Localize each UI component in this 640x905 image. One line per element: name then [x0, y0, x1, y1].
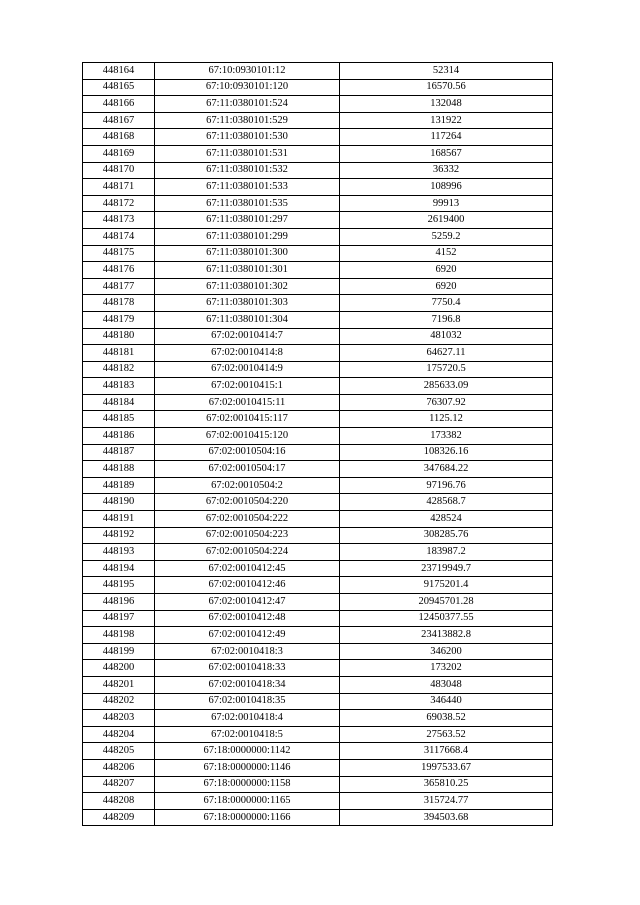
cadastral-number-cell: 67:02:0010414:9	[155, 361, 340, 378]
row-number-cell: 448190	[83, 494, 155, 511]
table-row	[83, 129, 553, 146]
value-cell: 183987.2	[340, 544, 553, 561]
cadastral-number-cell: 67:10:0930101:12	[155, 63, 340, 80]
table-row	[83, 262, 553, 279]
value-cell: 483048	[340, 676, 553, 693]
table-row	[83, 394, 553, 411]
value-cell: 27563.52	[340, 726, 553, 743]
table-row	[83, 544, 553, 561]
row-number-cell: 448194	[83, 560, 155, 577]
table-row	[83, 676, 553, 693]
value-cell: 76307.92	[340, 394, 553, 411]
value-cell: 6920	[340, 262, 553, 279]
cadastral-number-cell: 67:02:0010415:117	[155, 411, 340, 428]
value-cell: 6920	[340, 278, 553, 295]
value-cell: 99913	[340, 195, 553, 212]
value-cell: 394503.68	[340, 809, 553, 826]
value-cell: 2619400	[340, 212, 553, 229]
cadastral-number-cell: 67:02:0010418:3	[155, 643, 340, 660]
cadastral-number-cell: 67:11:0380101:529	[155, 112, 340, 129]
table-row	[83, 444, 553, 461]
table-row	[83, 278, 553, 295]
row-number-cell: 448177	[83, 278, 155, 295]
row-number-cell: 448185	[83, 411, 155, 428]
value-cell: 173202	[340, 660, 553, 677]
value-cell: 12450377.55	[340, 610, 553, 627]
row-number-cell: 448203	[83, 710, 155, 727]
row-number-cell: 448165	[83, 79, 155, 96]
value-cell: 428524	[340, 511, 553, 528]
cadastral-number-cell: 67:11:0380101:299	[155, 228, 340, 245]
row-number-cell: 448193	[83, 544, 155, 561]
cadastral-number-cell: 67:11:0380101:300	[155, 245, 340, 262]
row-number-cell: 448191	[83, 511, 155, 528]
cadastral-number-cell: 67:02:0010504:220	[155, 494, 340, 511]
value-cell: 52314	[340, 63, 553, 80]
cadastral-value-table	[82, 62, 553, 826]
value-cell: 16570.56	[340, 79, 553, 96]
table-body	[83, 63, 553, 826]
table-row	[83, 328, 553, 345]
value-cell: 481032	[340, 328, 553, 345]
value-cell: 132048	[340, 96, 553, 113]
table-row	[83, 726, 553, 743]
value-cell: 5259.2	[340, 228, 553, 245]
table-row	[83, 594, 553, 611]
table-row	[83, 378, 553, 395]
row-number-cell: 448183	[83, 378, 155, 395]
cadastral-number-cell: 67:02:0010504:16	[155, 444, 340, 461]
table-row	[83, 776, 553, 793]
cadastral-number-cell: 67:02:0010412:47	[155, 594, 340, 611]
row-number-cell: 448187	[83, 444, 155, 461]
value-cell: 7196.8	[340, 311, 553, 328]
table-row	[83, 112, 553, 129]
cadastral-number-cell: 67:02:0010504:17	[155, 461, 340, 478]
row-number-cell: 448182	[83, 361, 155, 378]
table-row	[83, 477, 553, 494]
row-number-cell: 448171	[83, 179, 155, 196]
cadastral-number-cell: 67:02:0010504:223	[155, 527, 340, 544]
table-row	[83, 245, 553, 262]
cadastral-number-cell: 67:18:0000000:1146	[155, 759, 340, 776]
row-number-cell: 448200	[83, 660, 155, 677]
table-row	[83, 212, 553, 229]
cadastral-number-cell: 67:02:0010504:224	[155, 544, 340, 561]
cadastral-number-cell: 67:18:0000000:1165	[155, 793, 340, 810]
row-number-cell: 448166	[83, 96, 155, 113]
row-number-cell: 448204	[83, 726, 155, 743]
row-number-cell: 448192	[83, 527, 155, 544]
cadastral-number-cell: 67:11:0380101:524	[155, 96, 340, 113]
table-row	[83, 461, 553, 478]
value-cell: 69038.52	[340, 710, 553, 727]
cadastral-number-cell: 67:02:0010412:49	[155, 627, 340, 644]
table-row	[83, 295, 553, 312]
value-cell: 346200	[340, 643, 553, 660]
table-row	[83, 411, 553, 428]
cadastral-number-cell: 67:02:0010412:46	[155, 577, 340, 594]
cadastral-number-cell: 67:18:0000000:1166	[155, 809, 340, 826]
cadastral-number-cell: 67:10:0930101:120	[155, 79, 340, 96]
cadastral-number-cell: 67:11:0380101:532	[155, 162, 340, 179]
value-cell: 23413882.8	[340, 627, 553, 644]
value-cell: 173382	[340, 428, 553, 445]
table-row	[83, 610, 553, 627]
cadastral-number-cell: 67:02:0010415:11	[155, 394, 340, 411]
row-number-cell: 448170	[83, 162, 155, 179]
row-number-cell: 448179	[83, 311, 155, 328]
cadastral-number-cell: 67:11:0380101:531	[155, 145, 340, 162]
cadastral-number-cell: 67:11:0380101:530	[155, 129, 340, 146]
value-cell: 1997533.67	[340, 759, 553, 776]
value-cell: 346440	[340, 693, 553, 710]
row-number-cell: 448201	[83, 676, 155, 693]
row-number-cell: 448164	[83, 63, 155, 80]
row-number-cell: 448209	[83, 809, 155, 826]
row-number-cell: 448199	[83, 643, 155, 660]
table-row	[83, 660, 553, 677]
table-row	[83, 560, 553, 577]
value-cell: 108326.16	[340, 444, 553, 461]
table-row	[83, 511, 553, 528]
value-cell: 168567	[340, 145, 553, 162]
value-cell: 347684.22	[340, 461, 553, 478]
value-cell: 3117668.4	[340, 743, 553, 760]
cadastral-number-cell: 67:18:0000000:1142	[155, 743, 340, 760]
table-row	[83, 311, 553, 328]
cadastral-number-cell: 67:02:0010418:33	[155, 660, 340, 677]
value-cell: 131922	[340, 112, 553, 129]
cadastral-number-cell: 67:02:0010414:8	[155, 345, 340, 362]
table-row	[83, 527, 553, 544]
cadastral-number-cell: 67:11:0380101:303	[155, 295, 340, 312]
value-cell: 4152	[340, 245, 553, 262]
table-row	[83, 627, 553, 644]
table-row	[83, 643, 553, 660]
table-row	[83, 759, 553, 776]
cadastral-number-cell: 67:02:0010415:120	[155, 428, 340, 445]
cadastral-number-cell: 67:11:0380101:535	[155, 195, 340, 212]
row-number-cell: 448174	[83, 228, 155, 245]
value-cell: 64627.11	[340, 345, 553, 362]
value-cell: 365810.25	[340, 776, 553, 793]
row-number-cell: 448206	[83, 759, 155, 776]
cadastral-number-cell: 67:18:0000000:1158	[155, 776, 340, 793]
row-number-cell: 448168	[83, 129, 155, 146]
cadastral-number-cell: 67:11:0380101:533	[155, 179, 340, 196]
value-cell: 315724.77	[340, 793, 553, 810]
cadastral-number-cell: 67:02:0010415:1	[155, 378, 340, 395]
cadastral-number-cell: 67:02:0010412:48	[155, 610, 340, 627]
value-cell: 97196.76	[340, 477, 553, 494]
cadastral-number-cell: 67:02:0010412:45	[155, 560, 340, 577]
table-row	[83, 145, 553, 162]
cadastral-number-cell: 67:11:0380101:297	[155, 212, 340, 229]
value-cell: 23719949.7	[340, 560, 553, 577]
table-row	[83, 195, 553, 212]
table-row	[83, 162, 553, 179]
table-row	[83, 710, 553, 727]
cadastral-number-cell: 67:02:0010418:4	[155, 710, 340, 727]
row-number-cell: 448208	[83, 793, 155, 810]
value-cell: 308285.76	[340, 527, 553, 544]
row-number-cell: 448173	[83, 212, 155, 229]
table-row	[83, 428, 553, 445]
row-number-cell: 448169	[83, 145, 155, 162]
cadastral-number-cell: 67:02:0010504:2	[155, 477, 340, 494]
row-number-cell: 448202	[83, 693, 155, 710]
row-number-cell: 448176	[83, 262, 155, 279]
value-cell: 108996	[340, 179, 553, 196]
row-number-cell: 448186	[83, 428, 155, 445]
cadastral-number-cell: 67:02:0010418:35	[155, 693, 340, 710]
row-number-cell: 448181	[83, 345, 155, 362]
row-number-cell: 448207	[83, 776, 155, 793]
value-cell: 175720.5	[340, 361, 553, 378]
table-row	[83, 96, 553, 113]
value-cell: 7750.4	[340, 295, 553, 312]
cadastral-number-cell: 67:02:0010414:7	[155, 328, 340, 345]
row-number-cell: 448195	[83, 577, 155, 594]
value-cell: 285633.09	[340, 378, 553, 395]
cadastral-number-cell: 67:02:0010504:222	[155, 511, 340, 528]
value-cell: 36332	[340, 162, 553, 179]
table-row	[83, 79, 553, 96]
row-number-cell: 448188	[83, 461, 155, 478]
table-row	[83, 179, 553, 196]
value-cell: 428568.7	[340, 494, 553, 511]
row-number-cell: 448172	[83, 195, 155, 212]
row-number-cell: 448205	[83, 743, 155, 760]
table-row	[83, 793, 553, 810]
cadastral-number-cell: 67:11:0380101:302	[155, 278, 340, 295]
row-number-cell: 448178	[83, 295, 155, 312]
value-cell: 1125.12	[340, 411, 553, 428]
table-row	[83, 228, 553, 245]
row-number-cell: 448197	[83, 610, 155, 627]
cadastral-number-cell: 67:02:0010418:5	[155, 726, 340, 743]
table-row	[83, 345, 553, 362]
value-cell: 117264	[340, 129, 553, 146]
row-number-cell: 448196	[83, 594, 155, 611]
value-cell: 9175201.4	[340, 577, 553, 594]
row-number-cell: 448175	[83, 245, 155, 262]
cadastral-number-cell: 67:11:0380101:304	[155, 311, 340, 328]
row-number-cell: 448180	[83, 328, 155, 345]
table-row	[83, 693, 553, 710]
value-cell: 20945701.28	[340, 594, 553, 611]
table-row	[83, 494, 553, 511]
cadastral-number-cell: 67:02:0010418:34	[155, 676, 340, 693]
table-row	[83, 361, 553, 378]
table-row	[83, 743, 553, 760]
row-number-cell: 448167	[83, 112, 155, 129]
table-row	[83, 577, 553, 594]
row-number-cell: 448189	[83, 477, 155, 494]
row-number-cell: 448184	[83, 394, 155, 411]
table-row	[83, 809, 553, 826]
cadastral-number-cell: 67:11:0380101:301	[155, 262, 340, 279]
row-number-cell: 448198	[83, 627, 155, 644]
table-row	[83, 63, 553, 80]
